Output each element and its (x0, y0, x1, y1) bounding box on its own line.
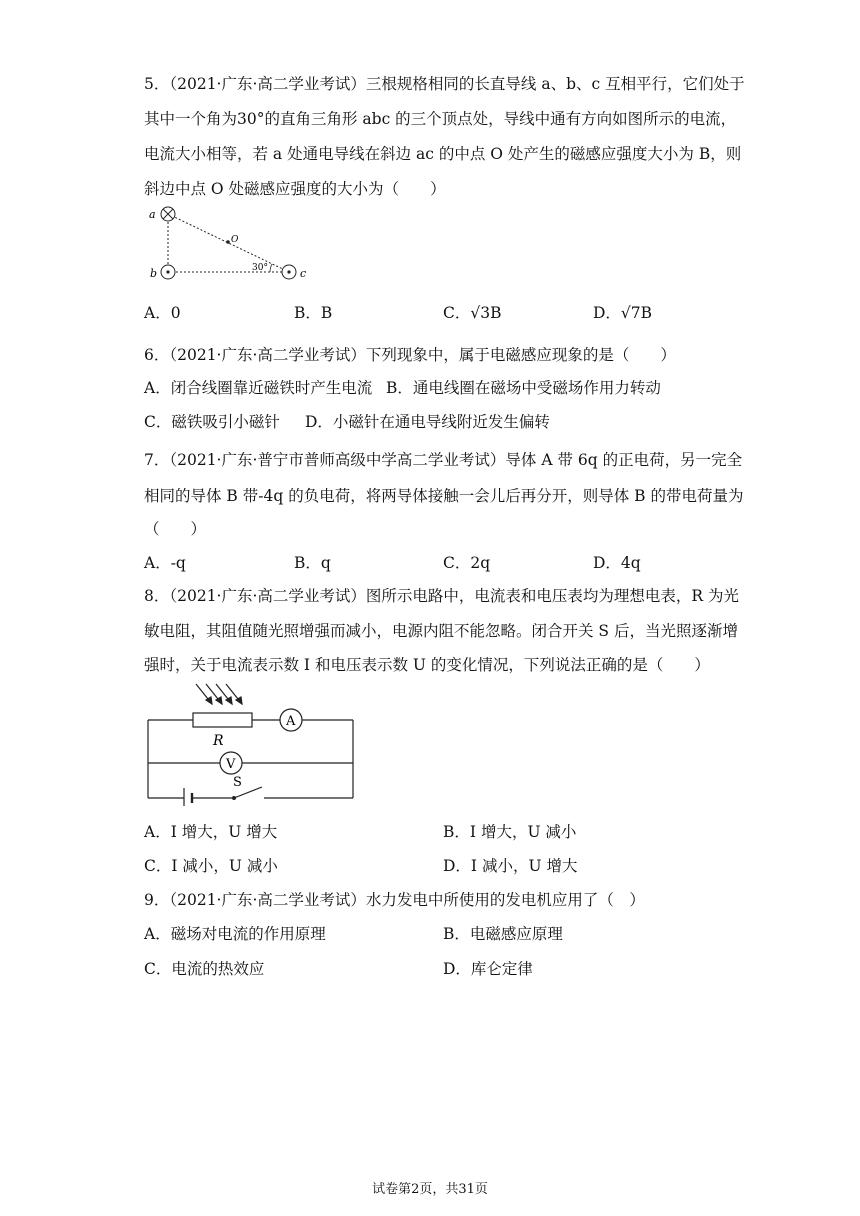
q5-option-c[interactable]: C．√3B (443, 304, 502, 322)
light-arrows-icon (196, 684, 242, 704)
q5-triangle-figure (140, 200, 320, 286)
q7-option-b[interactable]: B．q (294, 554, 331, 572)
q6-option-b[interactable]: B．通电线圈在磁场中受磁场作用力转动 (386, 379, 661, 397)
q7-line-3: （ ） (144, 520, 207, 538)
q5-line-2: 其中一个角为30°的直角三角形 abc 的三个顶点处，导线中通有方向如图所示的电流， (144, 110, 737, 128)
q5-option-d[interactable]: D．√7B (593, 304, 653, 322)
q7-option-c[interactable]: C．2q (443, 554, 491, 572)
resistor-label: R (213, 733, 224, 749)
q8-option-b[interactable]: B．I 增大，U 减小 (443, 823, 577, 841)
label-o: O (231, 235, 239, 245)
q5-line-4: 斜边中点 O 处磁感应强度的大小为（ ） (144, 180, 446, 198)
q8-option-d[interactable]: D．I 减小，U 增大 (443, 857, 578, 875)
switch-label: S (233, 775, 242, 790)
q7-line-1: 7．（2021·广东·普宁市普师高级中学高二学业考试）导体 A 带 6q 的正电荷，另一完全 (144, 451, 743, 469)
q5-option-a[interactable]: A．0 (144, 304, 181, 322)
q9-option-b[interactable]: B．电磁感应原理 (443, 925, 563, 943)
label-b: b (150, 267, 158, 280)
q8-circuit-figure (140, 676, 362, 806)
q8-line-3: 强时，关于电流表示数 I 和电压表示数 U 的变化情况，下列说法正确的是（ ） (144, 656, 710, 674)
q9-option-c[interactable]: C．电流的热效应 (144, 960, 265, 978)
label-a: a (149, 208, 156, 221)
q6-option-c[interactable]: C．磁铁吸引小磁针 (144, 413, 280, 431)
label-c: c (300, 267, 307, 280)
q8-option-a[interactable]: A．I 增大，U 增大 (144, 823, 278, 841)
photoresistor (193, 713, 252, 727)
label-angle: 30° (252, 263, 268, 273)
voltmeter-label: V (226, 757, 236, 772)
q8-line-1: 8．（2021·广东·高二学业考试）图所示电路中，电流表和电压表均为理想电表，R 为光 (144, 587, 740, 605)
page-footer: 试卷第2页，共31页 (372, 1182, 488, 1197)
q5-line-3: 电流大小相等，若 a 处通电导线在斜边 ac 的中点 O 处产生的磁感应强度大小为 B，则 (144, 145, 742, 163)
q9-option-d[interactable]: D．库仑定律 (443, 960, 533, 978)
point-o-dot (226, 240, 230, 244)
q7-line-2: 相同的导体 B 带-4q 的负电荷，将两导体接触一会儿后再分开，则导体 B 的带电荷量为 (144, 487, 744, 505)
q8-line-2: 敏电阻，其阻值随光照增强而减小，电源内阻不能忽略。闭合开关 S 后，当光照逐渐增 (144, 622, 738, 640)
q5-line-1: 5．（2021·广东·高二学业考试）三根规格相同的长直导线 a、b、c 互相平行，它们处于 (144, 75, 745, 93)
q7-option-d[interactable]: D．4q (593, 554, 641, 572)
q7-option-a[interactable]: A．-q (144, 554, 186, 572)
q6-line-1: 6．（2021·广东·高二学业考试）下列现象中，属于电磁感应现象的是（ ） (144, 346, 676, 364)
q6-option-a[interactable]: A．闭合线圈靠近磁铁时产生电流 (144, 379, 373, 397)
q9-line-1: 9．（2021·广东·高二学业考试）水力发电中所使用的发电机应用了（ ） (144, 891, 645, 909)
ammeter-label: A (286, 714, 296, 729)
q8-option-c[interactable]: C．I 减小，U 减小 (144, 857, 278, 875)
q5-option-b[interactable]: B．B (294, 304, 333, 322)
q6-option-d[interactable]: D．小磁针在通电导线附近发生偏转 (305, 413, 550, 431)
q9-option-a[interactable]: A．磁场对电流的作用原理 (144, 925, 326, 943)
